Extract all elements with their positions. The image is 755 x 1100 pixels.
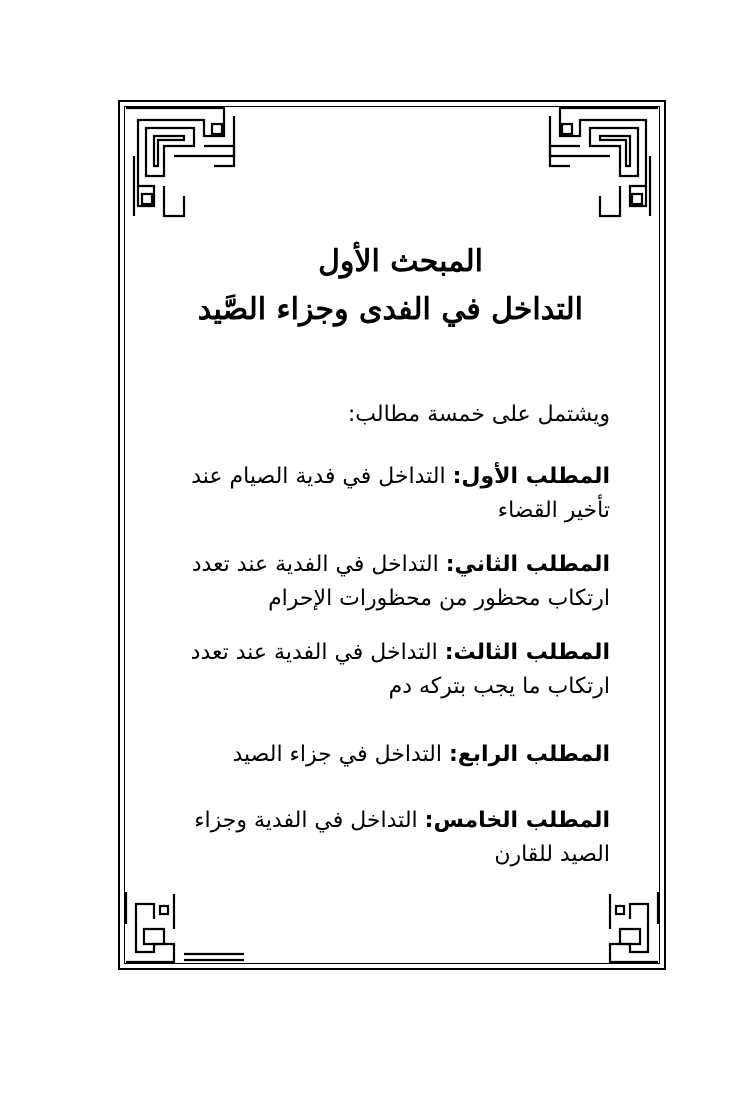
chapter-subtitle: التداخل في الفدى وجزاء الصَّيد (197, 292, 583, 327)
list-item (140, 804, 610, 872)
intro-text: ويشتمل على خمسة مطالب: (347, 402, 610, 427)
chapter-title: المبحث الأول (318, 244, 483, 279)
item-text: التداخل في فدية الصيام عند تأخير القضاء (191, 464, 610, 523)
item-text: التداخل في الفدية عند تعدد ارتكاب ما يجب بتركه دم (190, 640, 610, 699)
list-item (140, 738, 610, 772)
item-text: التداخل في جزاء الصيد (232, 742, 442, 767)
item-text: التداخل في الفدية عند تعدد ارتكاب محظور من محظورات الإحرام (191, 552, 610, 611)
item-label: المطلب الأول: (452, 464, 610, 489)
item-label: المطلب الخامس: (424, 808, 610, 833)
list-item (140, 636, 610, 704)
list-item (140, 548, 610, 616)
item-label: المطلب الثاني: (445, 552, 610, 577)
item-label: المطلب الثالث: (444, 640, 610, 665)
item-label: المطلب الرابع: (448, 742, 610, 767)
item-text: التداخل في الفدية وجزاء الصيد للقارن (194, 808, 610, 867)
list-item (140, 460, 610, 528)
